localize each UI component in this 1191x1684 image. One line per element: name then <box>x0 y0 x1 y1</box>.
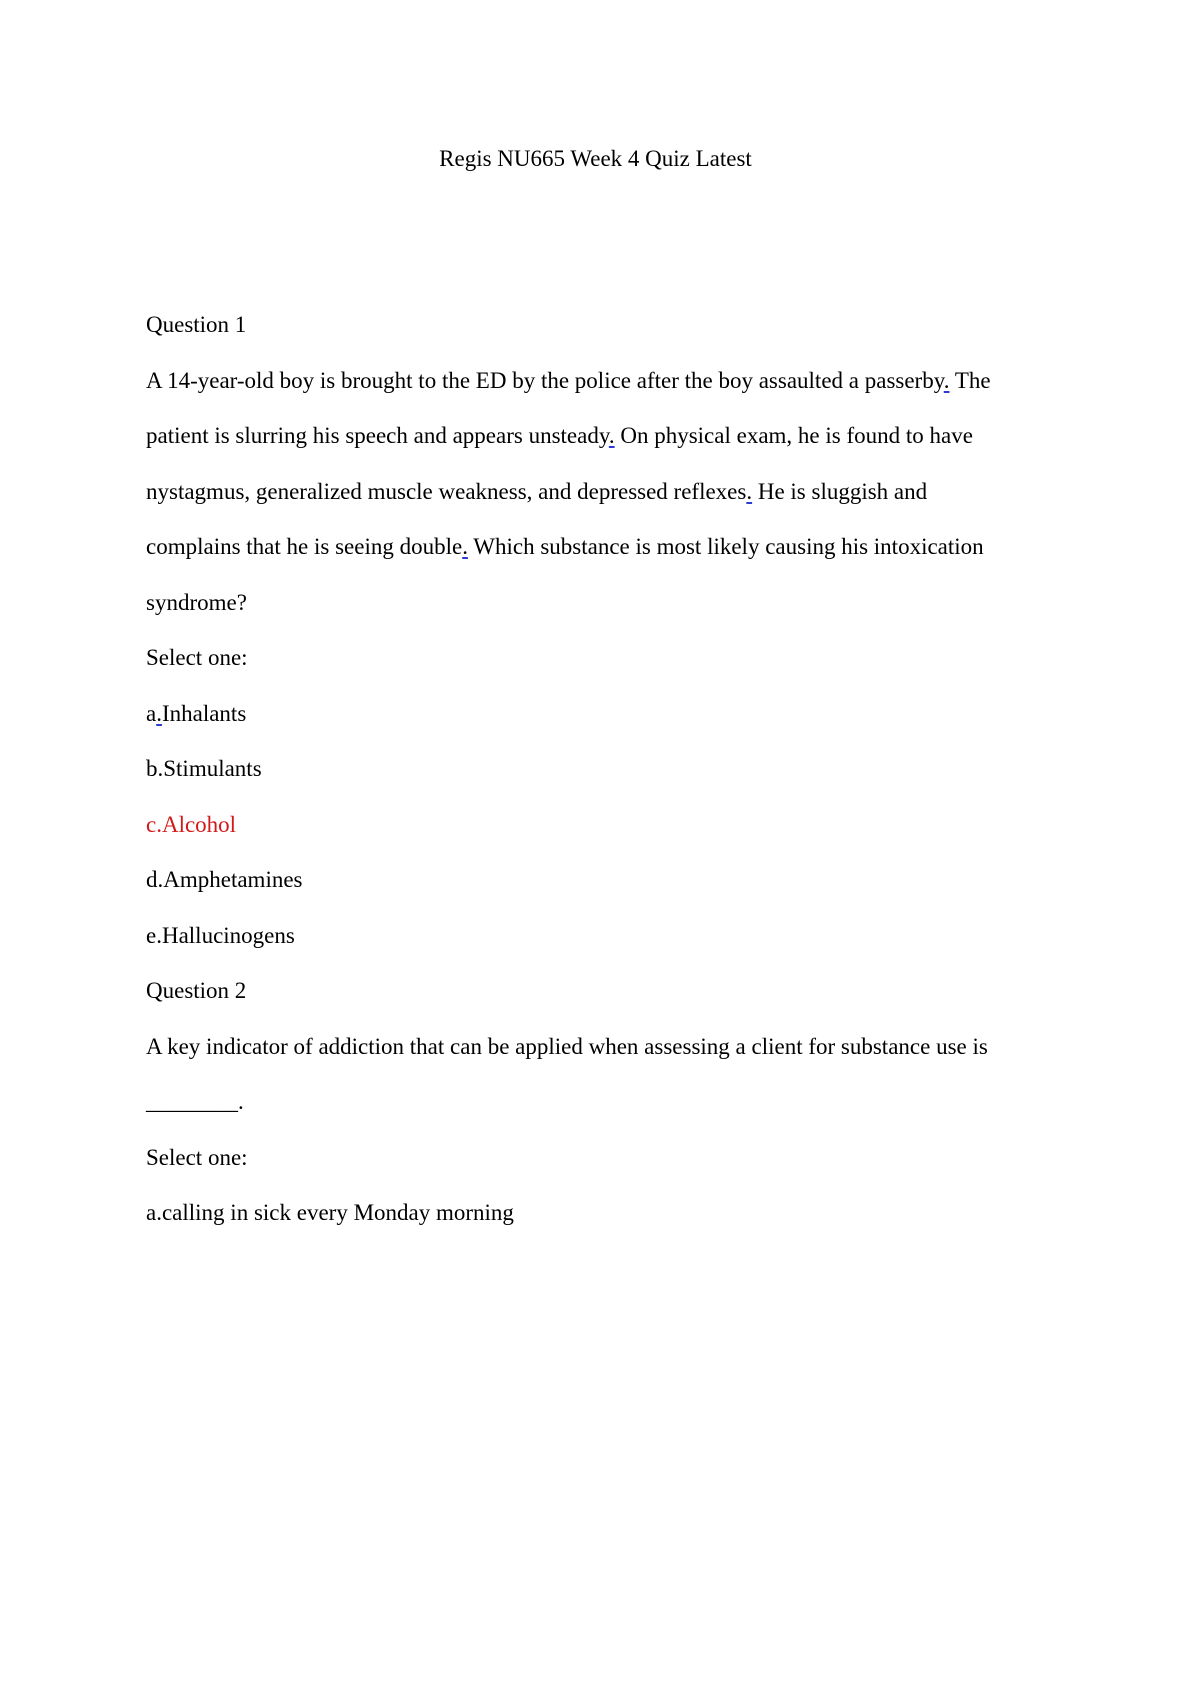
question-1-option-e[interactable]: e.Hallucinogens <box>146 922 295 948</box>
question-1-option-c-correct[interactable]: c.Alcohol <box>146 811 237 837</box>
question-2-option-a[interactable]: a.calling in sick every Monday morning <box>146 1200 514 1225</box>
question-1-option-a[interactable]: a.Inhalants <box>146 700 247 726</box>
question-1-label: Question 1 <box>146 312 247 337</box>
document-title: Regis NU665 Week 4 Quiz Latest <box>439 146 752 171</box>
question-1-text-line: patient is slurring his speech and appears unsteady. On physical exam, he is found to have <box>146 423 973 448</box>
question-1-option-b[interactable]: b.Stimulants <box>146 756 262 781</box>
question-1-option-d[interactable]: d.Amphetamines <box>146 867 303 892</box>
question-1-prompt: Select one: <box>146 645 248 670</box>
period-mark: . <box>462 534 468 559</box>
period-mark: . <box>608 423 615 448</box>
question-1-text-line: nystagmus, generalized muscle weakness, and depressed reflexes. He is sluggish and <box>146 478 928 504</box>
question-2-text-line: ________. <box>146 1089 244 1114</box>
question-1-text-line: syndrome? <box>146 589 247 615</box>
period-mark: . <box>156 700 162 726</box>
question-2-prompt: Select one: <box>146 1144 248 1170</box>
question-2-label: Question 2 <box>146 978 247 1003</box>
period-mark: . <box>943 367 950 393</box>
quiz-content <box>146 310 1046 1254</box>
question-2-text-line: A key indicator of addiction that can be applied when assessing a client for substance use is <box>146 1033 988 1059</box>
question-1-text-line: A 14-year-old boy is brought to the ED by the police after the boy assaulted a passerby. The <box>146 367 991 393</box>
period-mark: . <box>746 478 753 504</box>
question-1-text-line: complains that he is seeing double. Which substance is most likely causing his intoxication <box>146 534 984 559</box>
